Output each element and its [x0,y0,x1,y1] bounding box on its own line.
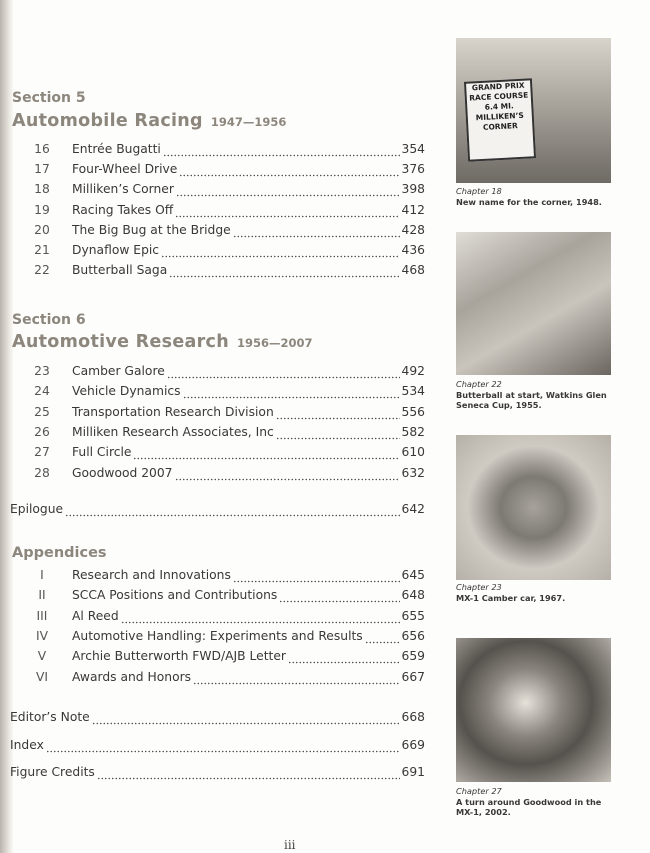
dot-leader [169,268,399,278]
caption-chapter: Chapter 27 [456,786,502,796]
dot-leader [193,675,399,685]
toc-entry[interactable] [12,263,425,281]
caption-text: New name for the corner, 1948. [456,196,602,207]
entry-page: 376 [401,162,425,177]
dot-leader [279,593,399,603]
caption-chapter: Chapter 22 [456,379,502,389]
entry-page: 492 [401,364,425,378]
entry-title: The Big Bug at the Bridge [72,222,231,237]
entry-number: 25 [34,404,50,419]
entry-number: 21 [34,243,50,257]
section-6-title [12,332,313,352]
toc-entry[interactable] [12,425,425,443]
entry-number: 16 [34,142,50,156]
entry-title: Editor’s Note [10,710,90,724]
dot-leader [179,167,399,177]
caption-text: Butterball at start, Watkins Glen Seneca Cup, 1955. [456,389,607,410]
toc-entry[interactable] [12,445,425,463]
photo-butterball [456,232,611,375]
photo-goodwood-mx1 [456,638,611,782]
section-years: 1956—2007 [236,336,313,350]
dot-leader [176,187,400,197]
entry-title: Transportation Research Division [72,404,274,419]
entry-number: 20 [34,222,50,237]
entry-title: Entrée Bugatti [72,142,161,156]
entry-number: I [40,568,44,582]
entry-page: 354 [401,142,425,156]
entry-title: Epilogue [10,502,64,516]
dot-leader [233,573,400,583]
entry-title: Index [10,738,44,752]
dot-leader [276,410,400,420]
sign-line: 6.4 MI. [484,101,515,112]
entry-title: Figure Credits [10,765,95,779]
appendices-label: Appendices [12,545,107,561]
entry-page: 428 [401,222,425,237]
dot-leader [288,654,400,664]
entry-page: 398 [401,182,425,197]
caption-text: MX-1 Camber car, 1967. [456,592,566,603]
entry-title: Research and Innovations [72,568,231,582]
toc-entry[interactable] [12,670,425,688]
toc-entry[interactable] [12,405,425,423]
sign-line: MILLIKEN’S [475,110,525,123]
dot-leader [365,634,400,644]
entry-page: 556 [401,404,425,419]
entry-page: 468 [401,263,425,278]
entry-page: 642 [401,502,425,516]
dot-leader [92,715,400,725]
entry-number: 24 [34,384,50,399]
toc-entry[interactable] [12,466,425,484]
entry-number: IV [35,628,49,643]
page-number: iii [284,838,296,852]
section-title-text: Automobile Racing [12,111,203,131]
entry-page: 632 [401,465,425,480]
entry-title: Al Reed [72,608,119,623]
entry-number: 18 [34,182,50,197]
toc-entry[interactable] [12,142,425,160]
entry-number: 22 [34,263,50,278]
entry-number: 23 [34,364,50,378]
photo-caption [456,186,616,207]
dot-leader [161,248,399,258]
toc-entry[interactable] [12,384,425,402]
entry-title: Archie Butterworth FWD/AJB Letter [72,649,286,664]
section-years: 1947—1956 [210,115,287,129]
entry-page: 582 [401,424,425,439]
entry-page: 610 [401,445,425,460]
dot-leader [163,147,400,157]
entry-title: Goodwood 2007 [72,465,173,480]
entry-title: Racing Takes Off [72,202,174,217]
photo-caption [456,582,616,603]
dot-leader [65,507,399,517]
entry-page: 436 [401,243,425,257]
entry-page: 668 [401,710,425,724]
entry-number: 19 [34,202,50,217]
toc-entry[interactable] [12,243,425,261]
dot-leader [233,228,400,238]
caption-chapter: Chapter 23 [456,582,502,592]
dot-leader [121,614,400,624]
photo-millikens-corner [456,38,611,183]
entry-page: 656 [401,628,425,643]
caption-text: A turn around Goodwood in the MX-1, 2002. [456,796,602,817]
toc-entry[interactable] [10,738,425,756]
section-5-title [12,111,286,131]
entry-number: II [38,588,46,603]
entry-page: 669 [401,738,425,752]
entry-number: VI [35,669,49,684]
entry-number: 27 [34,445,50,460]
entry-title: Camber Galore [72,364,165,378]
toc-entry[interactable] [10,710,425,728]
entry-number: 17 [34,162,50,177]
entry-page: 691 [401,765,425,779]
toc-entry-epilogue[interactable] [10,502,425,520]
entry-title: Milliken’s Corner [72,182,174,197]
toc-entry[interactable] [12,568,425,586]
sign-line: CORNER [482,121,518,132]
entry-page: 534 [401,384,425,399]
toc-entry[interactable] [12,223,425,241]
entry-number: 28 [34,465,50,480]
entry-title: Dynaflow Epic [72,243,160,257]
dot-leader [175,208,399,218]
entry-title: SCCA Positions and Contributions [72,588,278,603]
dot-leader [276,430,400,440]
dot-leader [183,389,400,399]
dot-leader [133,450,399,460]
dot-leader [97,770,400,780]
entry-page: 667 [401,669,425,684]
entry-title: Full Circle [72,445,132,460]
toc-entry[interactable] [12,182,425,200]
entry-page: 412 [401,202,425,217]
toc-entry[interactable] [12,629,425,647]
dot-leader [175,471,400,481]
toc-entry[interactable] [12,162,425,180]
caption-chapter: Chapter 18 [456,186,502,196]
entry-title: Four-Wheel Drive [72,162,178,177]
toc-entry[interactable] [12,364,425,382]
road-sign [464,78,536,161]
entry-title: Automotive Handling: Experiments and Results [72,628,363,643]
toc-entry[interactable] [12,609,425,627]
entry-page: 645 [401,568,425,582]
toc-entry[interactable] [12,203,425,221]
entry-title: Vehicle Dynamics [72,384,181,399]
photo-mx1-camber-car [456,435,611,580]
entry-number: III [36,608,48,623]
section-title-text: Automotive Research [12,332,229,352]
entry-title: Butterball Saga [72,263,168,278]
entry-title: Awards and Honors [72,669,192,684]
toc-entry[interactable] [10,765,425,783]
entry-number: 26 [34,424,50,439]
entry-title: Milliken Research Associates, Inc [72,424,274,439]
entry-page: 648 [401,588,425,603]
entry-number: V [37,649,47,664]
dot-leader [167,369,400,379]
photo-caption [456,786,616,818]
toc-entry[interactable] [12,649,425,667]
dot-leader [46,743,400,753]
sign-line: GRAND PRIX [471,80,525,93]
toc-entry[interactable] [12,588,425,606]
photo-caption [456,379,616,411]
section-6-label: Section 6 [12,312,86,328]
sign-line: RACE COURSE [469,90,529,103]
section-5-label: Section 5 [12,90,86,106]
entry-page: 659 [401,649,425,664]
entry-page: 655 [401,608,425,623]
